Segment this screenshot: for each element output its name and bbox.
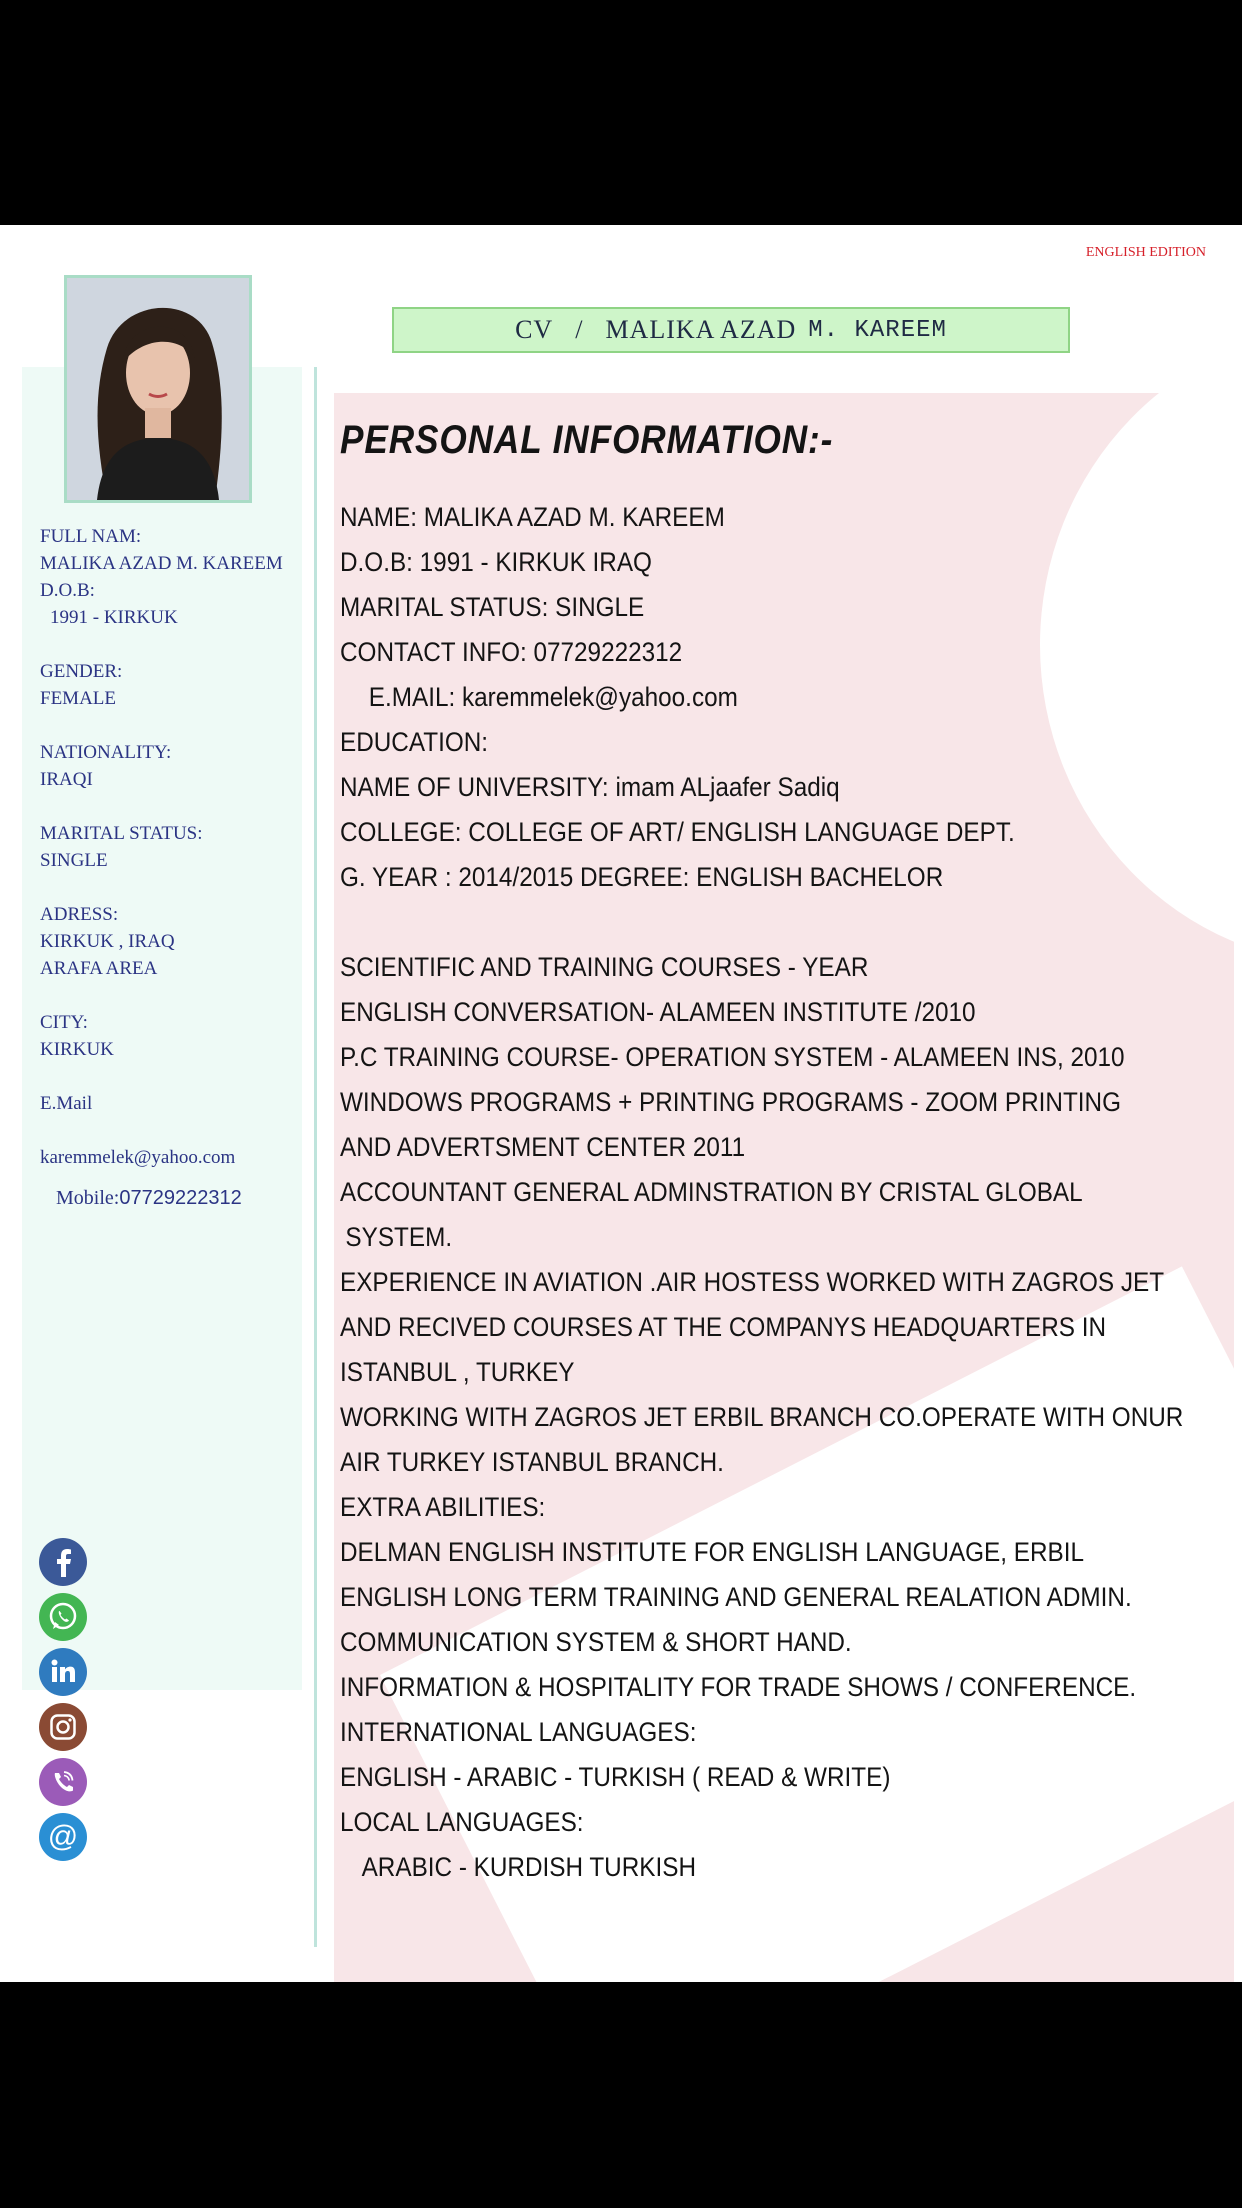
info-line: ENGLISH - ARABIC - TURKISH ( READ & WRITE) — [340, 1762, 891, 1792]
info-line: NAME: MALIKA AZAD M. KAREEM — [340, 502, 725, 532]
full-name-value: MALIKA AZAD M. KAREEM — [40, 553, 283, 574]
edition-label: ENGLISH EDITION — [1085, 245, 1206, 260]
info-line: WINDOWS PROGRAMS + PRINTING PROGRAMS - ZOOM PRINTING — [340, 1087, 1122, 1117]
cv-title-name-tail: M. KAREEM — [808, 316, 947, 344]
mobile-line — [40, 1185, 308, 1212]
social-icons — [38, 1537, 92, 1867]
info-line: EXPERIENCE IN AVIATION .AIR HOSTESS WORKED WITH ZAGROS JET — [340, 1267, 1165, 1297]
nationality-value: IRAQI — [40, 769, 93, 790]
info-line: MARITAL STATUS: SINGLE — [340, 592, 645, 622]
address-line2: ARAFA AREA — [40, 958, 158, 979]
info-line: INFORMATION & HOSPITALITY FOR TRADE SHOWS / CONFERENCE. — [340, 1672, 1137, 1702]
info-line: SCIENTIFIC AND TRAINING COURSES - YEAR — [340, 952, 869, 982]
address-label: ADRESS: — [40, 904, 119, 925]
info-line: INTERNATIONAL LANGUAGES: — [340, 1717, 697, 1747]
info-line-email: E.MAIL: karemmelek@yahoo.com — [368, 682, 738, 712]
cv-title-prefix: CV — [515, 315, 554, 344]
info-line: EDUCATION: — [340, 727, 489, 757]
city-value: KIRKUK — [40, 1039, 114, 1060]
info-line: D.O.B: 1991 - KIRKUK IRAQ — [340, 547, 652, 577]
facebook-icon[interactable] — [38, 1537, 88, 1587]
email-value[interactable]: karemmelek@yahoo.com — [40, 1147, 236, 1168]
info-line: AND RECIVED COURSES AT THE COMPANYS HEADQUARTERS IN — [340, 1312, 1107, 1342]
cv-page — [0, 225, 1242, 1982]
nationality-label: NATIONALITY: — [40, 742, 172, 763]
marital-label: MARITAL STATUS: — [40, 823, 203, 844]
mobile-value[interactable]: 07729222312 — [119, 1187, 242, 1209]
linkedin-icon[interactable] — [38, 1647, 88, 1697]
info-line: EXTRA ABILITIES: — [340, 1492, 546, 1522]
info-line: DELMAN ENGLISH INSTITUTE FOR ENGLISH LANGUAGE, ERBIL — [340, 1537, 1085, 1567]
city-label: CITY: — [40, 1012, 88, 1033]
gender-value: FEMALE — [40, 688, 116, 709]
section-heading: PERSONAL INFORMATION:- — [340, 418, 834, 462]
info-line: G. YEAR : 2014/2015 DEGREE: ENGLISH BACHELOR — [340, 862, 944, 892]
info-line: ARABIC - KURDISH TURKISH — [361, 1852, 697, 1882]
info-line: ENGLISH LONG TERM TRAINING AND GENERAL REALATION ADMIN. — [340, 1582, 1132, 1612]
full-name-label: FULL NAM: — [40, 526, 142, 547]
sidebar-divider — [314, 367, 317, 1947]
profile-photo — [64, 275, 252, 503]
instagram-icon[interactable] — [38, 1702, 88, 1752]
viber-icon[interactable] — [38, 1757, 88, 1807]
info-line: COLLEGE: COLLEGE OF ART/ ENGLISH LANGUAGE DEPT. — [340, 817, 1015, 847]
info-line: COMMUNICATION SYSTEM & SHORT HAND. — [340, 1627, 852, 1657]
info-line: AND ADVERTSMENT CENTER 2011 — [340, 1132, 746, 1162]
blank-line — [340, 900, 1132, 945]
info-line: LOCAL LANGUAGES: — [340, 1807, 584, 1837]
marital-value: SINGLE — [40, 850, 108, 871]
info-line: WORKING WITH ZAGROS JET ERBIL BRANCH CO.OPERATE WITH ONUR — [340, 1402, 1184, 1432]
info-line: NAME OF UNIVERSITY: imam ALjaafer Sadiq — [340, 772, 840, 802]
info-line: ISTANBUL , TURKEY — [340, 1357, 575, 1387]
info-line: P.C TRAINING COURSE- OPERATION SYSTEM - ALAMEEN INS, 2010 — [340, 1042, 1125, 1072]
mobile-label: Mobile: — [56, 1187, 120, 1209]
portrait-icon — [67, 278, 249, 500]
info-lines — [340, 495, 1220, 1890]
sidebar-info — [40, 523, 308, 1212]
dob-value: 1991 - KIRKUK — [50, 607, 178, 628]
info-line: CONTACT INFO: 07729222312 — [340, 637, 683, 667]
cv-title-name: MALIKA AZAD — [605, 315, 797, 344]
cv-title-box — [392, 307, 1070, 353]
svg-text:@: @ — [47, 1820, 79, 1853]
email-label: E.Mail — [40, 1093, 93, 1114]
email-at-icon[interactable] — [38, 1812, 88, 1862]
dob-label: D.O.B: — [40, 580, 95, 601]
address-line1: KIRKUK , IRAQ — [40, 931, 175, 952]
gender-label: GENDER: — [40, 661, 123, 682]
info-line: ENGLISH CONVERSATION- ALAMEEN INSTITUTE /2010 — [340, 997, 976, 1027]
cv-title-separator: / — [575, 315, 584, 344]
info-line: SYSTEM. — [345, 1222, 453, 1252]
whatsapp-icon[interactable] — [38, 1592, 88, 1642]
main-content — [340, 405, 1220, 1890]
info-line: ACCOUNTANT GENERAL ADMINSTRATION BY CRISTAL GLOBAL — [340, 1177, 1083, 1207]
info-line: AIR TURKEY ISTANBUL BRANCH. — [340, 1447, 724, 1477]
